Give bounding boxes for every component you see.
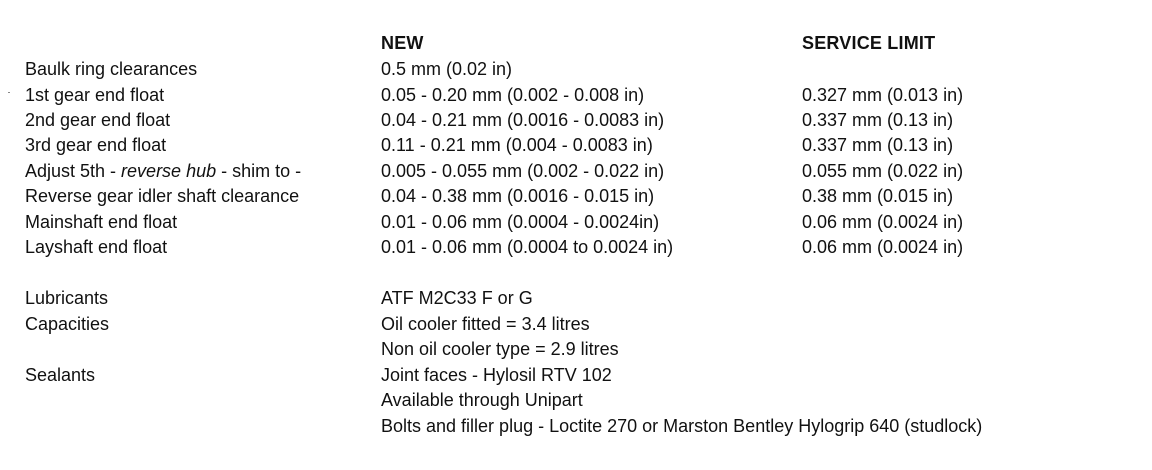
- spec-limit-value: 0.055 mm (0.022 in): [802, 161, 964, 181]
- spec-limit-value: 0.38 mm (0.015 in): [802, 186, 954, 206]
- info-row-sealants: [0, 363, 1152, 389]
- info-row-lubricants: [0, 286, 1152, 312]
- spec-limit-value: 0.327 mm (0.013 in): [802, 85, 964, 105]
- spec-row-reverse-idler: [0, 184, 1152, 209]
- spec-new-value: 0.11 - 0.21 mm (0.004 - 0.0083 in): [381, 135, 653, 155]
- info-value: Oil cooler fitted = 3.4 litres: [381, 313, 590, 334]
- spec-new-value: 0.005 - 0.055 mm (0.002 - 0.022 in): [381, 161, 665, 181]
- spec-row-baulk-ring: [0, 57, 1152, 82]
- info-row-capacities-cont: [0, 337, 1152, 363]
- spec-row-adjust-5th: [0, 159, 1152, 184]
- info-label: Lubricants: [25, 288, 109, 308]
- spec-name: Reverse gear idler shaft clearance: [25, 186, 300, 206]
- spec-new-value: 0.01 - 0.06 mm (0.0004 - 0.0024in): [381, 212, 660, 232]
- column-header-service-limit: SERVICE LIMIT: [802, 33, 936, 53]
- spec-name-suffix: - shim to -: [216, 161, 302, 181]
- spec-name: 3rd gear end float: [25, 135, 167, 155]
- spec-new-value: 0.04 - 0.38 mm (0.0016 - 0.015 in): [381, 186, 655, 206]
- spec-row-2nd-gear: [0, 108, 1152, 133]
- spec-limit-value: 0.06 mm (0.0024 in): [802, 237, 964, 257]
- spec-name-prefix: Adjust 5th -: [25, 161, 122, 181]
- spec-new-value: 0.05 - 0.20 mm (0.002 - 0.008 in): [381, 85, 645, 105]
- info-value: Available through Unipart: [381, 390, 583, 410]
- column-header-new: NEW: [381, 33, 424, 53]
- info-label: Sealants: [25, 364, 96, 385]
- info-label: Capacities: [25, 313, 110, 334]
- info-row-sealants-cont-2: [0, 414, 1152, 440]
- spec-new-value: 0.5 mm (0.02 in): [381, 59, 513, 79]
- spec-limit-value: 0.337 mm (0.13 in): [802, 135, 954, 155]
- spec-name: Mainshaft end float: [25, 212, 178, 232]
- info-row-capacities: [0, 312, 1152, 338]
- info-value: Joint faces - Hylosil RTV 102: [381, 364, 612, 385]
- spec-name: Layshaft end float: [25, 237, 168, 257]
- spec-name: 2nd gear end float: [25, 110, 171, 130]
- spec-name: [25, 159, 301, 184]
- spec-new-value: 0.01 - 0.06 mm (0.0004 to 0.0024 in): [381, 237, 674, 257]
- spec-name-italic: reverse hub: [121, 161, 217, 181]
- spec-limit-value: 0.06 mm (0.0024 in): [802, 212, 964, 232]
- spec-new-value: 0.04 - 0.21 mm (0.0016 - 0.0083 in): [381, 110, 665, 130]
- info-value: ATF M2C33 F or G: [381, 288, 533, 308]
- spec-row-mainshaft: [0, 210, 1152, 235]
- spec-limit-value: 0.337 mm (0.13 in): [802, 110, 954, 130]
- spec-name: Baulk ring clearances: [25, 59, 198, 79]
- info-row-sealants-cont-1: [0, 388, 1152, 414]
- spec-name: 1st gear end float: [25, 85, 165, 105]
- info-block: [0, 286, 1152, 439]
- spec-row-layshaft: [0, 235, 1152, 260]
- info-value: Non oil cooler type = 2.9 litres: [381, 339, 619, 359]
- spec-row-1st-gear: [0, 83, 1152, 108]
- info-value: Bolts and filler plug - Loctite 270 or Marston Bentley Hylogrip 640 (studlock): [381, 415, 983, 436]
- spec-row-3rd-gear: [0, 133, 1152, 158]
